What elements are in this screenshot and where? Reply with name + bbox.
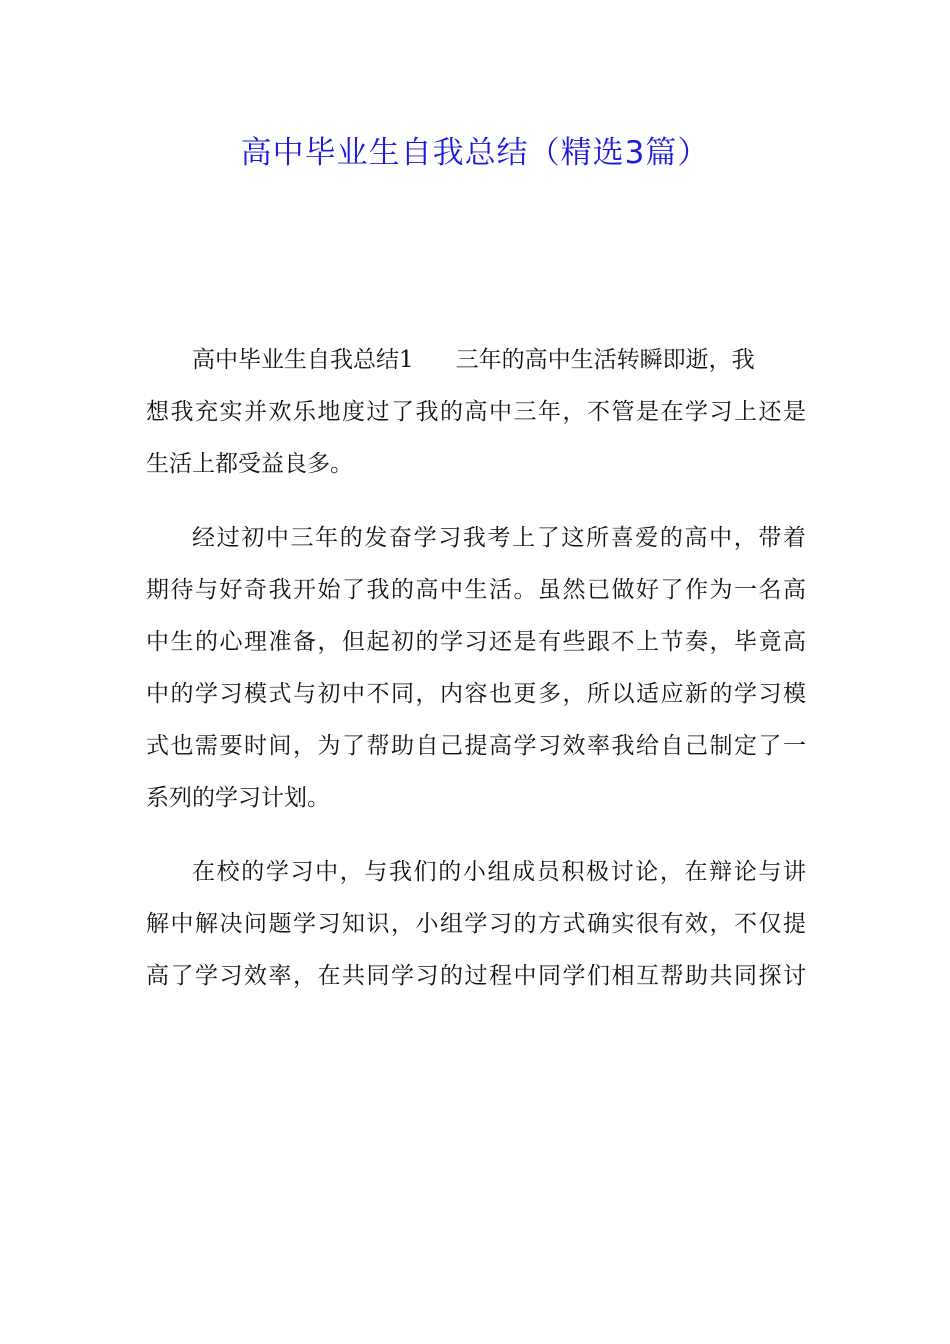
paragraph-2-line-1: 经过初中三年的发奋学习我考上了这所喜爱的高中，带着 <box>192 525 806 551</box>
paragraph-2-line-6: 系列的学习计划。 <box>146 785 330 811</box>
paragraph-3-line-1: 在校的学习中，与我们的小组成员积极讨论，在辩论与讲 <box>192 859 806 885</box>
paragraph-1-line-2: 想我充实并欢乐地度过了我的高中三年，不管是在学习上还是 <box>146 399 806 425</box>
paragraph-2-line-4: 中的学习模式与初中不同，内容也更多，所以适应新的学习模 <box>146 681 806 707</box>
paragraph-2-line-3: 中生的心理准备，但起初的学习还是有些跟不上节奏，毕竟高 <box>146 629 806 655</box>
paragraph-1-line-1 <box>146 334 806 386</box>
section-heading: 高中毕业生自我总结1 <box>192 347 414 373</box>
paragraph-3-line-3: 高了学习效率，在共同学习的过程中同学们相互帮助共同探讨 <box>146 963 806 989</box>
paragraph-2-line-5: 式也需要时间，为了帮助自己提高学习效率我给自己制定了一 <box>146 733 806 759</box>
paragraph-1-line-3: 生活上都受益良多。 <box>146 451 353 477</box>
paragraph-line-text: 三年的高中生活转瞬即逝，我 <box>455 347 755 373</box>
document-body <box>146 334 806 1002</box>
paragraph-2-line-2: 期待与好奇我开始了我的高中生活。虽然已做好了作为一名高 <box>146 577 806 603</box>
document-title: 高中毕业生自我总结（精选3篇） <box>240 135 710 171</box>
paragraph-gap <box>146 824 806 846</box>
paragraph-3-line-2: 解中解决问题学习知识，小组学习的方式确实很有效，不仅提 <box>146 911 806 937</box>
paragraph-gap <box>146 490 806 512</box>
